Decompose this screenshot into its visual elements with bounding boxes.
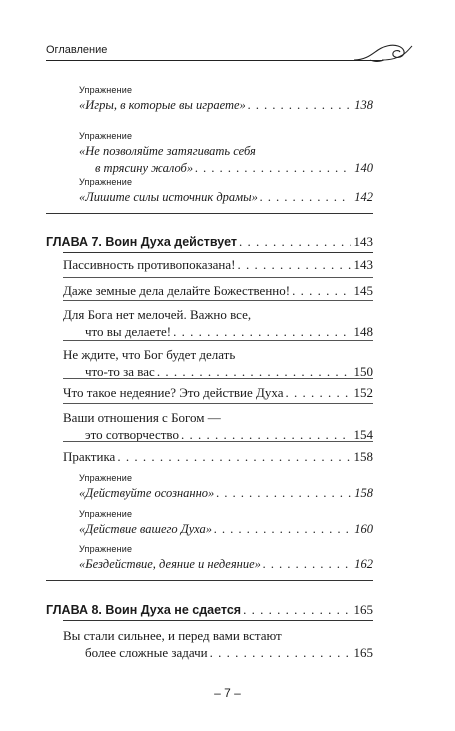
chapter-underline-rule [63,252,373,253]
entry-line [63,384,373,401]
section-separator-rule [46,213,373,214]
entry-page-number: 158 [353,449,373,464]
dot-leader [195,160,351,177]
entry-line [79,485,373,502]
entry-kicker: Упражнение [79,85,133,95]
toc-exercise-entry[interactable] [79,508,373,538]
entry-page-number: 148 [353,324,373,339]
toc-chapter[interactable] [46,233,373,251]
dot-leader [117,448,350,465]
dot-leader [239,233,351,250]
entry-title: «Лишите силы источник драмы» [79,190,258,204]
entry-title: что-то за вас [85,364,155,379]
dot-leader [286,384,351,401]
entry-title: Для Бога нет мелочей. Важно все, [63,307,252,322]
entry-title: Вы стали сильнее, и перед вами встают [63,628,282,643]
dot-leader [214,521,351,538]
entry-title: Даже земные дела делайте Божественно! [63,283,291,298]
entry-page-number: 152 [353,385,373,400]
toc-exercise-entry[interactable] [79,472,373,502]
entry-line [63,409,373,426]
entry-page-number: 145 [353,283,373,298]
entry-line [46,601,373,619]
entry-title: «Не позволяйте затягивать себя [79,144,256,158]
toc-chapter[interactable] [46,601,373,619]
entry-page-number: 142 [354,190,373,204]
entry-title: Практика [63,449,116,464]
running-head: Оглавление [46,44,108,56]
toc-exercise-entry[interactable] [79,84,373,114]
entry-title: «Действие вашего Духа» [79,522,212,536]
dot-leader [238,256,351,273]
entry-kicker: Упражнение [79,544,133,554]
entry-page-number: 140 [354,161,373,175]
entry-line [79,160,373,177]
entry-title: более сложные задачи [85,645,208,660]
entry-line [63,306,373,323]
entry-kicker: Упражнение [79,509,133,519]
entry-page-number: 160 [354,522,373,536]
entry-page-number: 143 [353,234,373,249]
entry-title: «Действуйте осознанно» [79,486,215,500]
entry-title: что вы делаете! [85,324,172,339]
entry-line [79,556,373,573]
dot-leader [263,556,351,573]
entry-separator-rule [63,300,373,301]
toc-entry[interactable] [63,448,373,465]
dot-leader [260,189,351,206]
entry-title: Ваши отношения с Богом — [63,410,221,425]
toc-entry[interactable] [63,346,373,380]
entry-title: Что такое недеяние? Это действие Духа [63,385,284,400]
toc-entry[interactable] [63,409,373,443]
entry-line [79,97,373,114]
toc-entry[interactable] [63,256,373,273]
toc-entry[interactable] [63,282,373,299]
toc-exercise-entry[interactable] [79,176,373,206]
toc-entry[interactable] [63,384,373,401]
entry-line [63,346,373,363]
entry-title: в трясину жалоб» [95,161,194,175]
entry-page-number: 143 [353,257,373,272]
dot-leader [216,485,351,502]
entry-title: Пассивность противопоказана! [63,257,236,272]
dot-leader [243,601,350,618]
toc-exercise-entry[interactable] [79,130,373,177]
entry-kicker: Упражнение [79,473,133,483]
entry-title: это сотворчество [85,427,179,442]
toc-entry[interactable] [63,627,373,661]
entry-page-number: 138 [354,98,373,112]
entry-title: «Бездействие, деяние и недеяние» [79,557,261,571]
entry-line [46,233,373,251]
entry-separator-rule [63,340,373,341]
entry-line [79,189,373,206]
entry-line [63,323,373,340]
entry-page-number: 158 [354,486,373,500]
entry-title: «Игры, в которые вы играете» [79,98,246,112]
entry-page-number: 154 [353,427,373,442]
dot-leader [292,282,350,299]
entry-line [63,448,373,465]
entry-page-number: 150 [353,364,373,379]
entry-separator-rule [63,441,373,442]
entry-page-number: 162 [354,557,373,571]
dot-leader [173,323,350,340]
entry-kicker: Упражнение [79,131,133,141]
chapter-underline-rule [63,620,373,621]
entry-title: Не ждите, что Бог будет делать [63,347,236,362]
entry-line [63,627,373,644]
page-number: – 7 – [214,686,241,700]
entry-title: ГЛАВА 7. Воин Духа действует [46,235,237,249]
entry-line [63,256,373,273]
entry-line [79,143,373,160]
entry-title: ГЛАВА 8. Воин Духа не сдается [46,603,242,617]
entry-line [63,282,373,299]
entry-page-number: 165 [353,645,373,660]
entry-line [79,521,373,538]
entry-line [63,644,373,661]
entry-separator-rule [63,403,373,404]
entry-kicker: Упражнение [79,177,133,187]
entry-separator-rule [63,378,373,379]
toc-exercise-entry[interactable] [79,543,373,573]
dot-leader [248,97,351,114]
dot-leader [210,644,351,661]
entry-separator-rule [63,277,373,278]
entry-page-number: 165 [353,602,373,617]
section-separator-rule [46,580,373,581]
toc-entry[interactable] [63,306,373,340]
